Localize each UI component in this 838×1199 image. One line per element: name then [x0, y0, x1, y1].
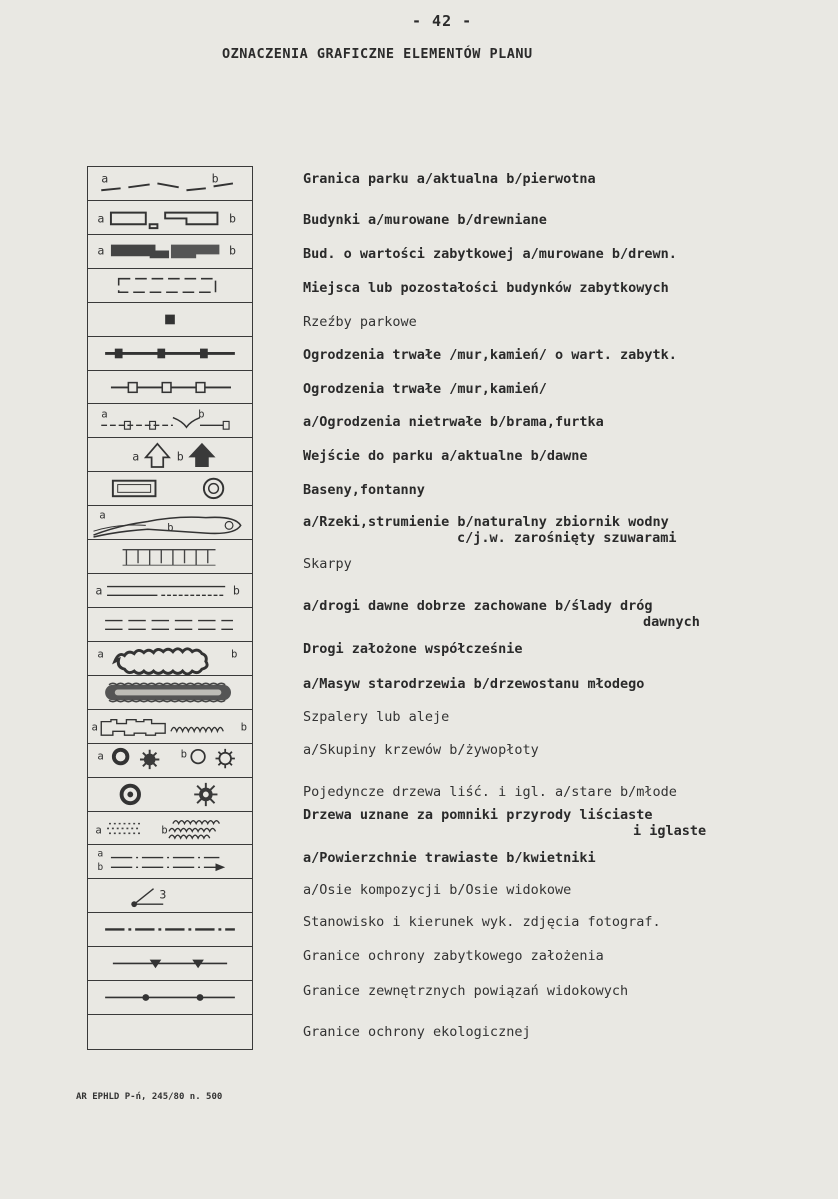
symbol-cell-building-remains — [88, 269, 252, 303]
legend-text-pool-fountain: Baseny,fontanny — [303, 482, 425, 498]
symbol-cell-historic-buildings — [88, 235, 252, 269]
legend-text-entrance: Wejście do parku a/aktualne b/dawne — [303, 448, 588, 464]
svg-text:b: b — [232, 583, 240, 598]
legend-text-historic-buildings: Bud. o wartości zabytkowej a/murowane b/drewn. — [303, 246, 677, 262]
legend-text-old-roads-line1: a/drogi dawne dobrze zachowane b/ślady dróg — [303, 598, 653, 614]
svg-text:a: a — [97, 647, 104, 661]
legend-text-fence-historic: Ogrodzenia trwałe /mur,kamień/ o wart. zabytk. — [303, 347, 677, 363]
symbol-cell-fence-permanent — [88, 371, 252, 405]
svg-text:a: a — [91, 720, 98, 734]
symbol-cell-fence-historic — [88, 337, 252, 371]
legend-text-boundary-views: Granice zewnętrznych powiązań widokowych — [303, 983, 629, 999]
svg-text:b: b — [180, 747, 188, 761]
svg-text:b: b — [229, 211, 237, 226]
symbol-cell-boundary-heritage — [88, 913, 252, 947]
symbol-cell-grass-flowerbeds — [88, 812, 252, 846]
svg-text:a: a — [97, 749, 104, 763]
symbol-cell-sculpture — [88, 303, 252, 337]
symbol-cell-axes — [88, 845, 252, 879]
legend-text-alleys: Szpalery lub aleje — [303, 709, 450, 725]
symbol-cell-park-boundary — [88, 167, 252, 201]
legend-text-escarpment: Skarpy — [303, 556, 352, 572]
symbol-cell-escarpment — [88, 540, 252, 574]
svg-text:3: 3 — [159, 887, 167, 902]
svg-text:a: a — [97, 243, 105, 258]
legend-text-single-trees: Pojedyncze drzewa liść. i igl. a/stare b/młode — [303, 784, 677, 800]
svg-text:a: a — [95, 822, 102, 836]
legend-text-sculpture: Rzeźby parkowe — [303, 314, 417, 330]
symbol-cell-tree-mass — [88, 642, 252, 676]
symbol-cell-old-roads — [88, 574, 252, 608]
svg-text:b: b — [176, 449, 184, 464]
legend-text-old-roads — [303, 598, 700, 630]
svg-text:a: a — [101, 408, 108, 422]
legend-text-fence-permanent: Ogrodzenia trwałe /mur,kamień/ — [303, 381, 547, 397]
svg-text:b: b — [229, 243, 237, 258]
svg-text:b: b — [211, 171, 219, 186]
legend-text-boundary-heritage: Granice ochrony zabytkowego założenia — [303, 948, 604, 964]
legend-text-building-remains: Miejsca lub pozostałości budynków zabytkowych — [303, 280, 669, 296]
symbol-cell-entrance — [88, 438, 252, 472]
legend-text-park-boundary: Granica parku a/aktualna b/pierwotna — [303, 171, 596, 187]
svg-text:a: a — [97, 211, 105, 226]
svg-text:a: a — [97, 849, 104, 861]
page-title: OZNACZENIA GRAFICZNE ELEMENTÓW PLANU — [222, 46, 533, 62]
svg-text:a: a — [99, 508, 106, 522]
symbol-cell-monument-trees — [88, 778, 252, 812]
svg-text:b: b — [161, 822, 168, 836]
symbol-cell-single-trees — [88, 744, 252, 778]
symbol-cell-boundary-views — [88, 947, 252, 981]
park-boundary-symbol — [88, 167, 252, 200]
legend-text-tree-mass: a/Masyw starodrzewia b/drzewostanu młodego — [303, 676, 645, 692]
legend-text-buildings: Budynki a/murowane b/drewniane — [303, 212, 547, 228]
legend-text-river-line1: a/Rzeki,strumienie b/naturalny zbiornik wodny — [303, 514, 669, 530]
legend-text-old-roads-line2: dawnych — [643, 614, 700, 630]
symbol-cell-empty — [88, 1015, 252, 1049]
symbol-cell-photo-position — [88, 879, 252, 913]
symbol-cell-alleys — [88, 676, 252, 710]
legend-text-photo-position: Stanowisko i kierunek wyk. zdjęcia fotograf. — [303, 914, 661, 930]
svg-text:b: b — [240, 720, 248, 734]
page-number: - 42 - — [412, 12, 473, 30]
svg-text:b: b — [198, 408, 205, 422]
svg-text:a: a — [101, 171, 109, 186]
svg-text:b: b — [167, 521, 174, 535]
legend-text-shrubs-hedges: a/Skupiny krzewów b/żywopłoty — [303, 742, 539, 758]
legend-text-monument-trees-line1: Drzewa uznane za pomniki przyrody liściaste — [303, 807, 653, 823]
svg-text:b: b — [231, 647, 238, 661]
symbol-cell-buildings — [88, 201, 252, 235]
legend-text-modern-roads: Drogi założone współcześnie — [303, 641, 523, 657]
symbol-cell-river — [88, 506, 252, 540]
legend-text-axes: a/Osie kompozycji b/Osie widokowe — [303, 882, 572, 898]
svg-text:a: a — [95, 583, 103, 598]
svg-text:a: a — [132, 449, 140, 464]
legend-text-grass-flowerbeds: a/Powierzchnie trawiaste b/kwietniki — [303, 850, 596, 866]
symbol-cell-boundary-ecological — [88, 981, 252, 1015]
legend-text-boundary-ecological: Granice ochrony ekologicznej — [303, 1024, 531, 1040]
footer-print-note: AR EPHLD P-ń, 245/80 n. 500 — [76, 1092, 223, 1102]
svg-text:b: b — [97, 862, 104, 874]
symbol-cell-fence-gate — [88, 404, 252, 438]
symbol-cell-pool-fountain — [88, 472, 252, 506]
legend-text-monument-trees-line2: i iglaste — [633, 823, 707, 839]
symbol-cell-shrubs-hedges — [88, 710, 252, 744]
legend-text-monument-trees — [303, 807, 706, 839]
legend-text-river — [303, 514, 676, 546]
legend-text-river-line2: c/j.w. zarośnięty szuwarami — [457, 530, 677, 546]
legend-text-fence-gate: a/Ogrodzenia nietrwałe b/brama,furtka — [303, 414, 604, 430]
symbol-cell-modern-roads — [88, 608, 252, 642]
legend-symbol-column — [87, 166, 253, 1050]
